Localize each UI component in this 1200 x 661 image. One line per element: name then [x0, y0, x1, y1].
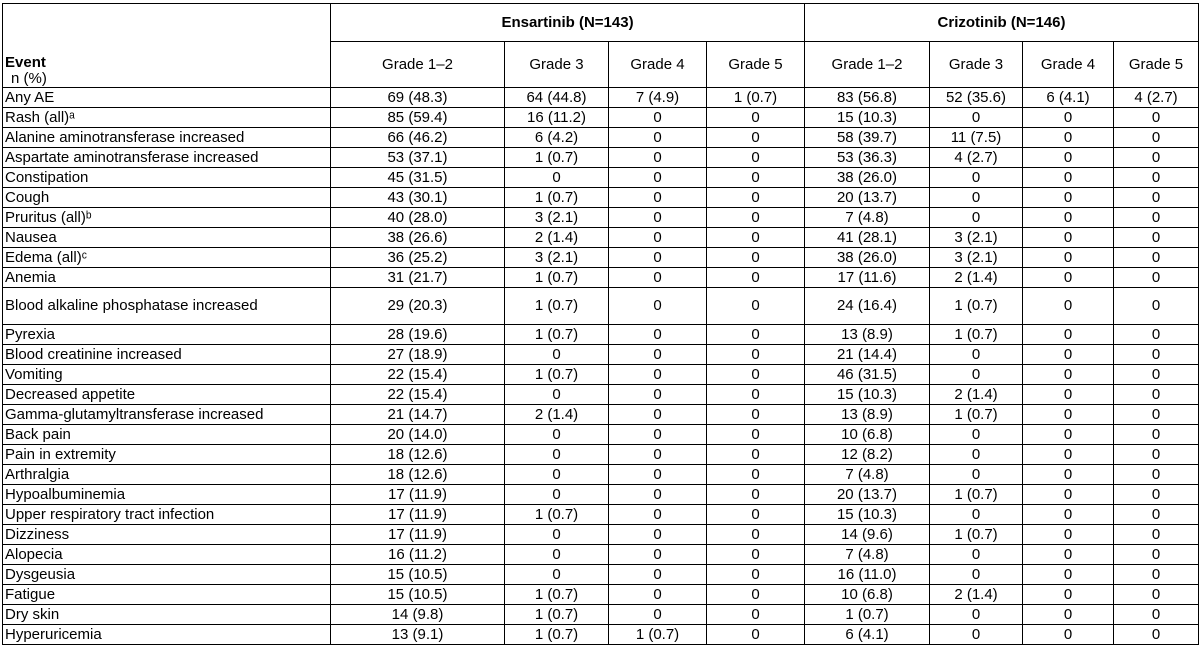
value-cell: 0 — [930, 625, 1023, 645]
value-cell: 15 (10.5) — [331, 565, 505, 585]
event-name-cell: Fatigue — [3, 585, 331, 605]
value-cell: 1 (0.7) — [505, 625, 609, 645]
value-cell: 0 — [930, 365, 1023, 385]
value-cell: 0 — [707, 425, 805, 445]
value-cell: 1 (0.7) — [505, 288, 609, 325]
value-cell: 6 (4.1) — [805, 625, 930, 645]
event-name-cell: Edema (all)ᶜ — [3, 248, 331, 268]
value-cell: 40 (28.0) — [331, 208, 505, 228]
grade-header: Grade 4 — [1023, 42, 1114, 88]
value-cell: 4 (2.7) — [1114, 88, 1199, 108]
value-cell: 0 — [609, 525, 707, 545]
value-cell: 1 (0.7) — [609, 625, 707, 645]
value-cell: 0 — [1023, 505, 1114, 525]
value-cell: 0 — [1114, 405, 1199, 425]
value-cell: 0 — [609, 208, 707, 228]
value-cell: 0 — [505, 345, 609, 365]
value-cell: 16 (11.2) — [331, 545, 505, 565]
value-cell: 43 (30.1) — [331, 188, 505, 208]
event-name-cell: Upper respiratory tract infection — [3, 505, 331, 525]
value-cell: 0 — [1023, 128, 1114, 148]
value-cell: 0 — [707, 545, 805, 565]
value-cell: 0 — [609, 148, 707, 168]
value-cell: 0 — [1023, 288, 1114, 325]
value-cell: 11 (7.5) — [930, 128, 1023, 148]
value-cell: 0 — [505, 485, 609, 505]
grade-header: Grade 3 — [505, 42, 609, 88]
value-cell: 0 — [1114, 365, 1199, 385]
value-cell: 0 — [505, 445, 609, 465]
value-cell: 0 — [707, 405, 805, 425]
grade-header: Grade 3 — [930, 42, 1023, 88]
value-cell: 0 — [1023, 625, 1114, 645]
value-cell: 1 (0.7) — [505, 188, 609, 208]
event-name-cell: Vomiting — [3, 365, 331, 385]
value-cell: 0 — [707, 565, 805, 585]
value-cell: 0 — [707, 505, 805, 525]
value-cell: 4 (2.7) — [930, 148, 1023, 168]
value-cell: 2 (1.4) — [505, 405, 609, 425]
table-row — [3, 208, 1199, 228]
grade-header: Grade 5 — [707, 42, 805, 88]
value-cell: 0 — [707, 288, 805, 325]
value-cell: 1 (0.7) — [505, 325, 609, 345]
value-cell: 0 — [609, 108, 707, 128]
value-cell: 0 — [707, 148, 805, 168]
value-cell: 0 — [930, 425, 1023, 445]
event-name-cell: Gamma-glutamyltransferase increased — [3, 405, 331, 425]
value-cell: 0 — [1023, 268, 1114, 288]
value-cell: 0 — [609, 345, 707, 365]
value-cell: 0 — [1114, 128, 1199, 148]
value-cell: 0 — [707, 485, 805, 505]
value-cell: 15 (10.3) — [805, 108, 930, 128]
grade-header: Grade 5 — [1114, 42, 1199, 88]
value-cell: 0 — [505, 525, 609, 545]
value-cell: 3 (2.1) — [930, 228, 1023, 248]
value-cell: 0 — [609, 485, 707, 505]
value-cell: 0 — [609, 385, 707, 405]
value-cell: 0 — [1023, 445, 1114, 465]
value-cell: 0 — [930, 565, 1023, 585]
value-cell: 0 — [1023, 108, 1114, 128]
value-cell: 7 (4.9) — [609, 88, 707, 108]
value-cell: 7 (4.8) — [805, 465, 930, 485]
value-cell: 0 — [707, 188, 805, 208]
value-cell: 0 — [930, 208, 1023, 228]
value-cell: 69 (48.3) — [331, 88, 505, 108]
value-cell: 22 (15.4) — [331, 385, 505, 405]
value-cell: 0 — [609, 565, 707, 585]
value-cell: 20 (14.0) — [331, 425, 505, 445]
value-cell: 27 (18.9) — [331, 345, 505, 365]
value-cell: 1 (0.7) — [505, 505, 609, 525]
value-cell: 0 — [1114, 248, 1199, 268]
value-cell: 10 (6.8) — [805, 585, 930, 605]
value-cell: 15 (10.3) — [805, 505, 930, 525]
value-cell: 36 (25.2) — [331, 248, 505, 268]
table-row — [3, 188, 1199, 208]
value-cell: 18 (12.6) — [331, 445, 505, 465]
table-row — [3, 425, 1199, 445]
value-cell: 53 (37.1) — [331, 148, 505, 168]
event-name-cell: Dizziness — [3, 525, 331, 545]
value-cell: 28 (19.6) — [331, 325, 505, 345]
table-row — [3, 565, 1199, 585]
value-cell: 0 — [1023, 208, 1114, 228]
value-cell: 45 (31.5) — [331, 168, 505, 188]
table-row — [3, 268, 1199, 288]
table-row — [3, 445, 1199, 465]
value-cell: 0 — [1114, 625, 1199, 645]
table-row — [3, 148, 1199, 168]
value-cell: 21 (14.7) — [331, 405, 505, 425]
value-cell: 29 (20.3) — [331, 288, 505, 325]
value-cell: 0 — [1023, 405, 1114, 425]
table-row — [3, 88, 1199, 108]
value-cell: 0 — [1023, 188, 1114, 208]
value-cell: 0 — [1023, 545, 1114, 565]
value-cell: 0 — [707, 228, 805, 248]
event-name-cell: Anemia — [3, 268, 331, 288]
value-cell: 2 (1.4) — [930, 585, 1023, 605]
event-name-cell: Pyrexia — [3, 325, 331, 345]
event-name-cell: Constipation — [3, 168, 331, 188]
value-cell: 0 — [1114, 188, 1199, 208]
table-row — [3, 505, 1199, 525]
value-cell: 16 (11.0) — [805, 565, 930, 585]
event-name-cell: Nausea — [3, 228, 331, 248]
event-name-cell: Back pain — [3, 425, 331, 445]
value-cell: 1 (0.7) — [805, 605, 930, 625]
value-cell: 0 — [1023, 465, 1114, 485]
value-cell: 0 — [609, 325, 707, 345]
value-cell: 1 (0.7) — [505, 585, 609, 605]
value-cell: 0 — [609, 605, 707, 625]
table-row — [3, 128, 1199, 148]
value-cell: 7 (4.8) — [805, 208, 930, 228]
value-cell: 0 — [609, 425, 707, 445]
table-row — [3, 228, 1199, 248]
value-cell: 0 — [1023, 525, 1114, 545]
event-name-cell: Arthralgia — [3, 465, 331, 485]
event-name-cell: Decreased appetite — [3, 385, 331, 405]
value-cell: 0 — [609, 128, 707, 148]
value-cell: 0 — [1023, 148, 1114, 168]
value-cell: 3 (2.1) — [505, 248, 609, 268]
value-cell: 0 — [1114, 605, 1199, 625]
table-row — [3, 325, 1199, 345]
value-cell: 2 (1.4) — [930, 268, 1023, 288]
value-cell: 0 — [1023, 425, 1114, 445]
table-row — [3, 108, 1199, 128]
value-cell: 0 — [930, 545, 1023, 565]
value-cell: 0 — [1023, 385, 1114, 405]
value-cell: 0 — [707, 345, 805, 365]
event-name-cell: Blood creatinine increased — [3, 345, 331, 365]
value-cell: 0 — [707, 525, 805, 545]
value-cell: 0 — [1114, 425, 1199, 445]
value-cell: 0 — [505, 565, 609, 585]
value-cell: 3 (2.1) — [505, 208, 609, 228]
value-cell: 1 (0.7) — [930, 525, 1023, 545]
value-cell: 0 — [1023, 248, 1114, 268]
value-cell: 66 (46.2) — [331, 128, 505, 148]
value-cell: 17 (11.9) — [331, 525, 505, 545]
value-cell: 0 — [609, 445, 707, 465]
value-cell: 0 — [707, 585, 805, 605]
value-cell: 0 — [1114, 228, 1199, 248]
value-cell: 0 — [609, 545, 707, 565]
table-row — [3, 605, 1199, 625]
value-cell: 10 (6.8) — [805, 425, 930, 445]
value-cell: 24 (16.4) — [805, 288, 930, 325]
value-cell: 1 (0.7) — [930, 288, 1023, 325]
value-cell: 0 — [1023, 168, 1114, 188]
value-cell: 41 (28.1) — [805, 228, 930, 248]
value-cell: 58 (39.7) — [805, 128, 930, 148]
value-cell: 0 — [1114, 325, 1199, 345]
value-cell: 15 (10.5) — [331, 585, 505, 605]
value-cell: 0 — [609, 405, 707, 425]
value-cell: 0 — [1023, 228, 1114, 248]
value-cell: 7 (4.8) — [805, 545, 930, 565]
value-cell: 0 — [930, 168, 1023, 188]
event-name-cell: Blood alkaline phosphatase increased — [3, 288, 331, 325]
value-cell: 0 — [1023, 365, 1114, 385]
value-cell: 13 (8.9) — [805, 405, 930, 425]
table-row — [3, 585, 1199, 605]
value-cell: 0 — [1023, 345, 1114, 365]
table-row — [3, 405, 1199, 425]
value-cell: 83 (56.8) — [805, 88, 930, 108]
value-cell: 0 — [1114, 505, 1199, 525]
value-cell: 6 (4.1) — [1023, 88, 1114, 108]
table-row — [3, 385, 1199, 405]
value-cell: 0 — [1114, 385, 1199, 405]
value-cell: 2 (1.4) — [505, 228, 609, 248]
adverse-events-table — [2, 3, 1199, 645]
table-row — [3, 465, 1199, 485]
value-cell: 1 (0.7) — [505, 268, 609, 288]
value-cell: 64 (44.8) — [505, 88, 609, 108]
value-cell: 0 — [609, 505, 707, 525]
value-cell: 0 — [930, 345, 1023, 365]
table-row — [3, 168, 1199, 188]
value-cell: 0 — [1114, 208, 1199, 228]
value-cell: 1 (0.7) — [505, 605, 609, 625]
grade-header: Grade 1–2 — [331, 42, 505, 88]
value-cell: 0 — [707, 625, 805, 645]
value-cell: 0 — [1114, 585, 1199, 605]
value-cell: 0 — [707, 168, 805, 188]
value-cell: 0 — [505, 168, 609, 188]
value-cell: 0 — [609, 188, 707, 208]
value-cell: 17 (11.9) — [331, 485, 505, 505]
value-cell: 0 — [707, 128, 805, 148]
value-cell: 0 — [707, 465, 805, 485]
table-row — [3, 288, 1199, 325]
value-cell: 14 (9.8) — [331, 605, 505, 625]
ensartinib-group-header: Ensartinib (N=143) — [331, 4, 805, 42]
value-cell: 22 (15.4) — [331, 365, 505, 385]
table-row — [3, 485, 1199, 505]
value-cell: 0 — [505, 385, 609, 405]
value-cell: 0 — [707, 108, 805, 128]
event-name-cell: Aspartate aminotransferase increased — [3, 148, 331, 168]
value-cell: 0 — [707, 445, 805, 465]
value-cell: 0 — [609, 585, 707, 605]
value-cell: 0 — [1114, 288, 1199, 325]
value-cell: 52 (35.6) — [930, 88, 1023, 108]
value-cell: 3 (2.1) — [930, 248, 1023, 268]
table-row — [3, 625, 1199, 645]
value-cell: 0 — [609, 168, 707, 188]
value-cell: 0 — [1114, 345, 1199, 365]
value-cell: 0 — [707, 365, 805, 385]
value-cell: 0 — [505, 465, 609, 485]
value-cell: 31 (21.7) — [331, 268, 505, 288]
event-name-cell: Pruritus (all)ᵇ — [3, 208, 331, 228]
value-cell: 0 — [1114, 268, 1199, 288]
value-cell: 17 (11.9) — [331, 505, 505, 525]
value-cell: 21 (14.4) — [805, 345, 930, 365]
value-cell: 20 (13.7) — [805, 485, 930, 505]
value-cell: 0 — [609, 228, 707, 248]
value-cell: 1 (0.7) — [505, 148, 609, 168]
grade-header: Grade 4 — [609, 42, 707, 88]
value-cell: 13 (8.9) — [805, 325, 930, 345]
value-cell: 0 — [930, 445, 1023, 465]
value-cell: 0 — [930, 188, 1023, 208]
table-row — [3, 525, 1199, 545]
crizotinib-group-header: Crizotinib (N=146) — [805, 4, 1199, 42]
value-cell: 0 — [707, 325, 805, 345]
grade-header: Grade 1–2 — [805, 42, 930, 88]
value-cell: 0 — [707, 385, 805, 405]
value-cell: 1 (0.7) — [930, 405, 1023, 425]
value-cell: 0 — [609, 288, 707, 325]
event-column-header — [3, 4, 331, 88]
event-name-cell: Dysgeusia — [3, 565, 331, 585]
value-cell: 0 — [1023, 485, 1114, 505]
value-cell: 0 — [1023, 565, 1114, 585]
value-cell: 0 — [930, 605, 1023, 625]
value-cell: 2 (1.4) — [930, 385, 1023, 405]
value-cell: 0 — [505, 425, 609, 445]
value-cell: 0 — [1114, 465, 1199, 485]
value-cell: 1 (0.7) — [930, 325, 1023, 345]
value-cell: 0 — [609, 465, 707, 485]
value-cell: 38 (26.6) — [331, 228, 505, 248]
value-cell: 17 (11.6) — [805, 268, 930, 288]
value-cell: 18 (12.6) — [331, 465, 505, 485]
value-cell: 0 — [505, 545, 609, 565]
event-name-cell: Pain in extremity — [3, 445, 331, 465]
event-name-cell: Any AE — [3, 88, 331, 108]
value-cell: 0 — [1114, 148, 1199, 168]
table-row — [3, 345, 1199, 365]
value-cell: 16 (11.2) — [505, 108, 609, 128]
value-cell: 12 (8.2) — [805, 445, 930, 465]
table-row — [3, 365, 1199, 385]
value-cell: 0 — [930, 465, 1023, 485]
value-cell: 0 — [1114, 445, 1199, 465]
value-cell: 1 (0.7) — [505, 365, 609, 385]
value-cell: 0 — [1114, 565, 1199, 585]
value-cell: 0 — [609, 268, 707, 288]
event-name-cell: Cough — [3, 188, 331, 208]
event-name-cell: Alopecia — [3, 545, 331, 565]
event-name-cell: Alanine aminotransferase increased — [3, 128, 331, 148]
value-cell: 0 — [707, 208, 805, 228]
event-name-cell: Hypoalbuminemia — [3, 485, 331, 505]
value-cell: 0 — [1114, 545, 1199, 565]
value-cell: 0 — [1114, 525, 1199, 545]
value-cell: 1 (0.7) — [930, 485, 1023, 505]
value-cell: 0 — [930, 108, 1023, 128]
value-cell: 0 — [609, 248, 707, 268]
group-header-row — [3, 4, 1199, 42]
value-cell: 0 — [1114, 108, 1199, 128]
value-cell: 0 — [1023, 605, 1114, 625]
event-label: Event — [5, 54, 46, 71]
value-cell: 6 (4.2) — [505, 128, 609, 148]
table-row — [3, 248, 1199, 268]
value-cell: 38 (26.0) — [805, 168, 930, 188]
value-cell: 38 (26.0) — [805, 248, 930, 268]
table-row — [3, 545, 1199, 565]
value-cell: 20 (13.7) — [805, 188, 930, 208]
value-cell: 1 (0.7) — [707, 88, 805, 108]
unit-label: n (%) — [11, 70, 47, 87]
value-cell: 0 — [1114, 485, 1199, 505]
value-cell: 0 — [707, 268, 805, 288]
value-cell: 0 — [1023, 325, 1114, 345]
event-name-cell: Dry skin — [3, 605, 331, 625]
event-name-cell: Rash (all)ᵃ — [3, 108, 331, 128]
table-body — [3, 88, 1199, 645]
value-cell: 85 (59.4) — [331, 108, 505, 128]
value-cell: 15 (10.3) — [805, 385, 930, 405]
value-cell: 0 — [707, 248, 805, 268]
value-cell: 0 — [930, 505, 1023, 525]
value-cell: 13 (9.1) — [331, 625, 505, 645]
event-name-cell: Hyperuricemia — [3, 625, 331, 645]
value-cell: 0 — [707, 605, 805, 625]
value-cell: 46 (31.5) — [805, 365, 930, 385]
value-cell: 0 — [1114, 168, 1199, 188]
value-cell: 0 — [609, 365, 707, 385]
value-cell: 53 (36.3) — [805, 148, 930, 168]
value-cell: 0 — [1023, 585, 1114, 605]
value-cell: 14 (9.6) — [805, 525, 930, 545]
